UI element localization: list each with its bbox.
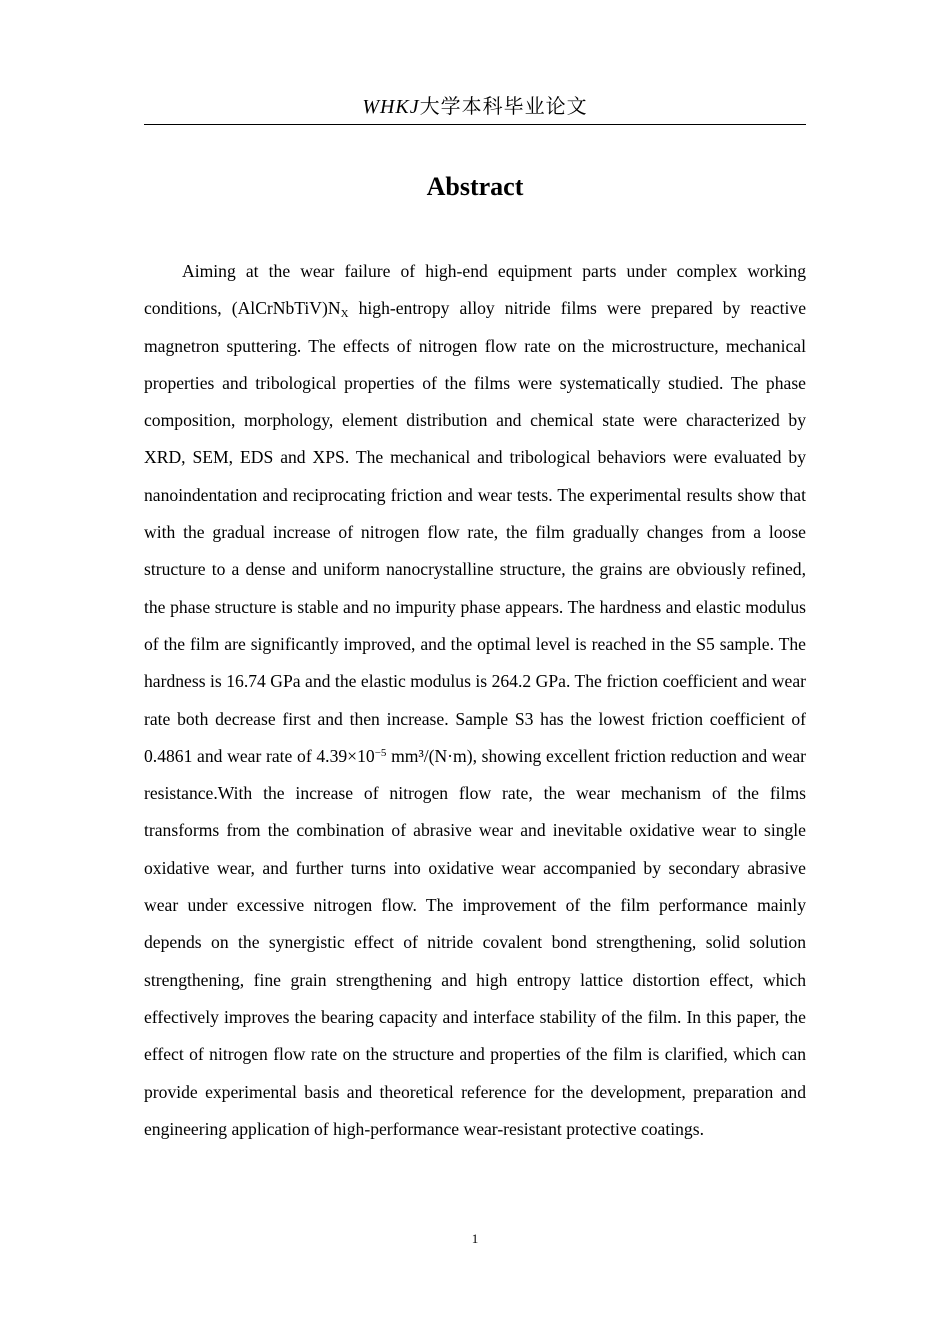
abstract-text-part2: high-entropy alloy nitride films were prepared by reactive magnetron sputtering. The effects of nitrogen flow rate on the microstructure, mechanical properties and tribological properties of the films were systematically studied. The phase composition, morphology, element distribution and chemical state were characterized by XRD, SEM, EDS and XPS. The mechanical and tribological behaviors were evaluated by nanoindentation and reciprocating friction and wear tests. The experimental results show that with the gradual increase of nitrogen flow rate, the film gradually changes from a loose structure to a dense and uniform nanocrystalline structure, the grains are obviously refined, the phase structure is stable and no impurity phase appears. The hardness and elastic modulus of the film are significantly improved, and the optimal level is reached in the S5 sample. The hardness is 16.74 GPa and the elastic modulus is 264.2 GPa. The friction coefficient and wear rate both decrease first and then increase. Sample S3 has the lowest friction coefficient of 0.4861 and wear rate of 4.39×10 [144,298,807,766]
abstract-title: Abstract [426,172,524,201]
superscript-exponent: −5 [374,746,387,759]
running-header [144,90,806,120]
subscript-x: X [340,308,349,321]
header-rule [144,124,806,125]
page-number: 1 [471,1231,479,1246]
abstract-text-part3: mm³/(N·m), showing excellent friction reduction and wear resistance.With the increase of nitrogen flow rate, the wear mechanism of the films transforms from the combination of abrasive wear and inevitable oxidative wear to single oxidative wear, and further turns into oxidative wear accompanied by secondary abrasive wear under excessive nitrogen flow. The improvement of the film performance mainly depends on the synergistic effect of nitride covalent bond strengthening, solid solution strengthening, fine grain strengthening and high entropy lattice distortion effect, which effectively improves the bearing capacity and interface stability of the film. In this paper, the effect of nitrogen flow rate on the structure and properties of the film is clarified, which can provide experimental basis and theoretical reference for the development, preparation and engineering application of high-performance wear-resistant protective coatings. [144,745,806,1139]
header-latin: WHKJ [362,96,420,118]
abstract-paragraph [144,253,806,1148]
header-cjk: 大学本科毕业论文 [419,96,588,118]
abstract-text-part1: Aiming at the wear failure of high-end equipment parts under complex working conditions, (AlCrNbTiV)N [144,261,806,319]
